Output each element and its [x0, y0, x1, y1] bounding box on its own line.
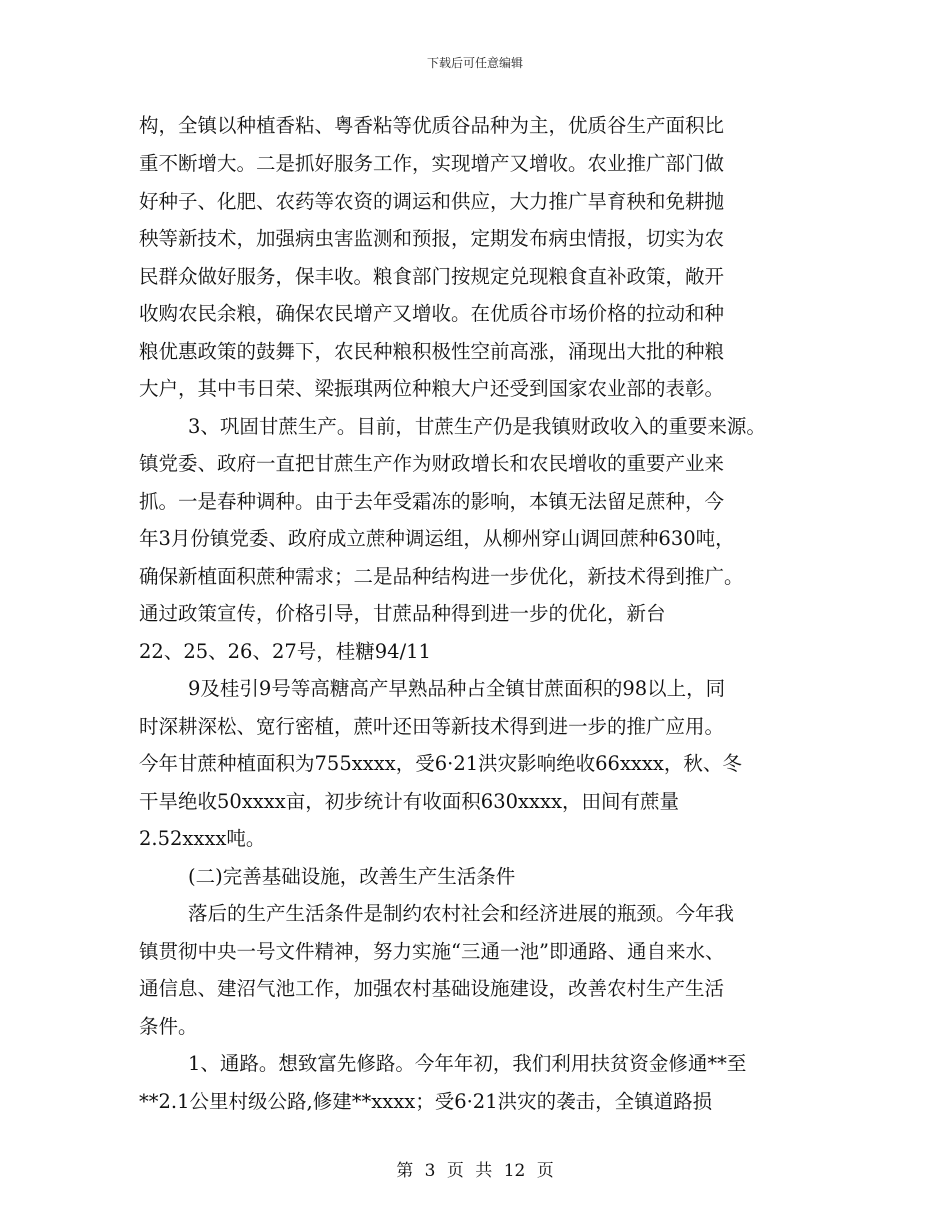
body-line: 年3月份镇党委、政府成立蔗种调运组，从柳州穿山调回蔗种630吨，	[139, 527, 735, 550]
body-line: 大户，其中韦日荣、梁振琪两位种粮大户还受到国家农业部的表彰。	[139, 377, 725, 400]
body-line: 镇贯彻中央一号文件精神，努力实施“三通一池”即通路、通自来水、	[139, 940, 725, 963]
body-line: 2.52xxxx吨。	[139, 827, 266, 850]
body-line: 镇党委、政府一直把甘蔗生产作为财政增长和农民增收的重要产业来	[139, 452, 725, 475]
section-heading: 1、通路。想致富先修路。今年年初，我们利用扶贫资金修通**至	[188, 1052, 747, 1075]
body-line: 时深耕深松、宽行密植，蔗叶还田等新技术得到进一步的推广应用。	[139, 715, 725, 738]
body-line: 落后的生产生活条件是制约农村社会和经济进展的瓶颈。今年我	[188, 902, 735, 925]
body-line: 粮优惠政策的鼓舞下，农民种粮积极性空前高涨，涌现出大批的种粮	[139, 340, 725, 363]
body-line: 秧等新技术，加强病虫害监测和预报，定期发布病虫情报，切实为农	[139, 227, 725, 250]
body-line: **2.1公里村级公路,修建**xxxx；受6·21洪灾的袭击，全镇道路损	[139, 1090, 713, 1113]
section-heading: (二)完善基础设施，改善生产生活条件	[188, 865, 516, 888]
body-line: 民群众做好服务，保丰收。粮食部门按规定兑现粮食直补政策，敞开	[139, 265, 725, 288]
body-line: 通信息、建沼气池工作，加强农村基础设施建设，改善农村生产生活	[139, 977, 725, 1000]
body-line: 今年甘蔗种植面积为755xxxx，受6·21洪灾影响绝收66xxxx，秋、冬	[139, 752, 742, 775]
page-header-note: 下载后可任意编辑	[426, 56, 523, 70]
body-line: 构，全镇以种植香粘、粤香粘等优质谷品种为主，优质谷生产面积比	[139, 114, 725, 137]
section-heading: 3、巩固甘蔗生产。目前，甘蔗生产仍是我镇财政收入的重要来源。	[188, 415, 766, 438]
body-line: 好种子、化肥、农药等农资的调运和供应，大力推广旱育秧和免耕抛	[139, 190, 725, 213]
body-line: 确保新植面积蔗种需求；二是品种结构进一步优化，新技术得到推广。	[139, 565, 744, 588]
body-line: 9及桂引9号等高糖高产早熟品种占全镇甘蔗面积的98以上，同	[188, 677, 726, 700]
body-line: 抓。一是春种调种。由于去年受霜冻的影响，本镇无法留足蔗种，今	[139, 490, 725, 513]
body-line: 22、25、26、27号，桂糖94/11	[139, 640, 431, 663]
body-line: 干旱绝收50xxxx亩，初步统计有收面积630xxxx，田间有蔗量	[139, 790, 680, 813]
body-line: 条件。	[139, 1015, 198, 1038]
body-line: 通过政策宣传，价格引导，甘蔗品种得到进一步的优化，新台	[139, 602, 666, 625]
body-line: 收购农民余粮，确保农民增产又增收。在优质谷市场价格的拉动和种	[139, 302, 725, 325]
page-number-footer: 第 3 页 共 12 页	[396, 1161, 554, 1181]
body-line: 重不断增大。二是抓好服务工作，实现增产又增收。农业推广部门做	[139, 152, 725, 175]
